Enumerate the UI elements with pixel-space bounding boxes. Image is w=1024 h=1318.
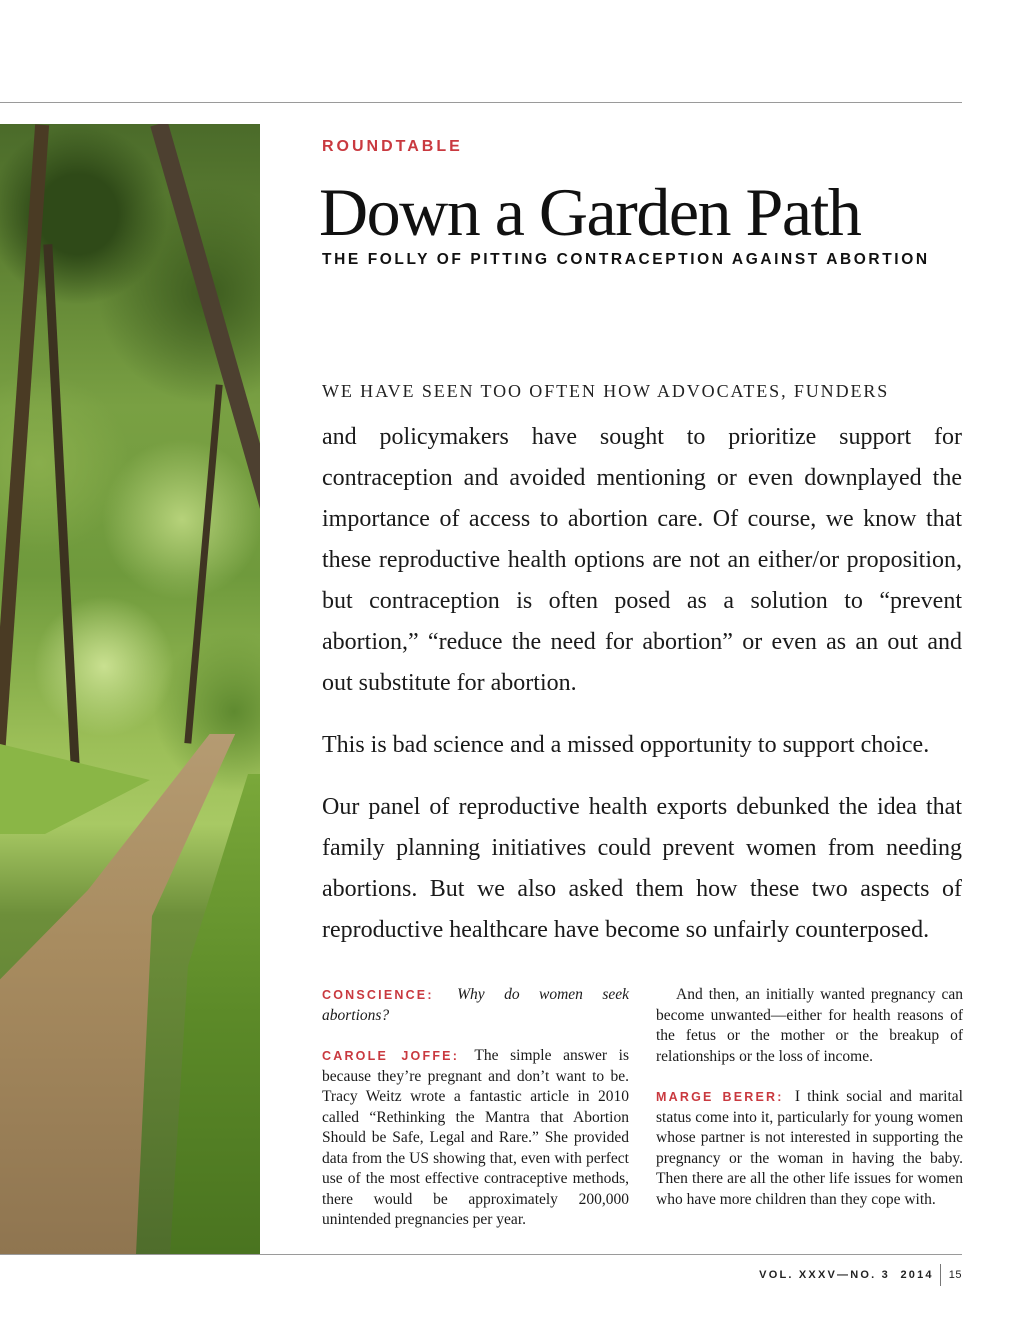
lede-paragraph: This is bad science and a missed opportunity to support choice.: [322, 732, 930, 758]
interview-answer: [322, 1046, 629, 1231]
speaker-label: CAROLE JOFFE:: [322, 1049, 460, 1063]
answer-text: I think social and marital status come into it, particularly for young women whose partner is not interested in supporting the pregnancy or the woman in having the baby. Then there are all the other life issues for women who have more children than they cope with.: [656, 1088, 963, 1208]
bottom-rule: [0, 1254, 962, 1255]
section-label: ROUNDTABLE: [322, 138, 463, 155]
article-headline: Down a Garden Path: [319, 174, 861, 250]
issue-info: VOL. XXXV—NO. 3 2014: [759, 1269, 934, 1281]
answer-continuation: And then, an initially wanted pregnancy can become unwanted—either for health reasons of the fetus or the mother or the breakup of relationships or the loss of income.: [656, 986, 963, 1065]
page-number: 15: [948, 1269, 962, 1281]
garden-path-photo: [0, 124, 260, 1254]
speaker-label: CONSCIENCE:: [322, 988, 434, 1002]
lede-paragraph: Our panel of reproductive health exports debunked the idea that family planning initiatives could prevent women from needing abortions. But we also asked them how these two aspects of reproductive healthcare have become so unfairly counterposed.: [322, 794, 962, 943]
lede-paragraph: and policymakers have sought to prioritize support for contraception and avoided mentioning or even downplayed the importance of access to abortion care. Of course, we know that these reproductive health options are not an either/or proposition, but contraception is often posed as a solution to “prevent abortion,” “reduce the need for abortion” or even as an out and out substitute for abortion.: [322, 424, 962, 696]
question-text: Why do women seek abortions?: [322, 986, 630, 1024]
interview-column-right: [656, 985, 963, 1230]
page-folio: [759, 1264, 962, 1286]
article-subhead: THE FOLLY OF PITTING CONTRACEPTION AGAINST ABORTION: [322, 251, 930, 268]
lede-lead-in: WE HAVE SEEN TOO OFTEN HOW ADVOCATES, FUNDERS: [322, 381, 890, 401]
answer-text: The simple answer is because they’re pregnant and don’t want to be. Tracy Weitz wrote a fantastic article in 2010 called “Rethinking the Mantra that Abortion Should be Safe, Legal and Rare.” She provided data from the US showing that, even with perfect use of the most effective contraceptive methods, there would be approximately 200,000 unintended pregnancies per year.: [322, 1047, 629, 1228]
top-rule: [0, 102, 962, 103]
folio-divider: [940, 1264, 941, 1286]
interview-question: [322, 985, 629, 1026]
interview-column-left: [322, 985, 629, 1251]
speaker-label: MARGE BERER:: [656, 1090, 784, 1104]
interview-answer: [656, 1087, 963, 1210]
